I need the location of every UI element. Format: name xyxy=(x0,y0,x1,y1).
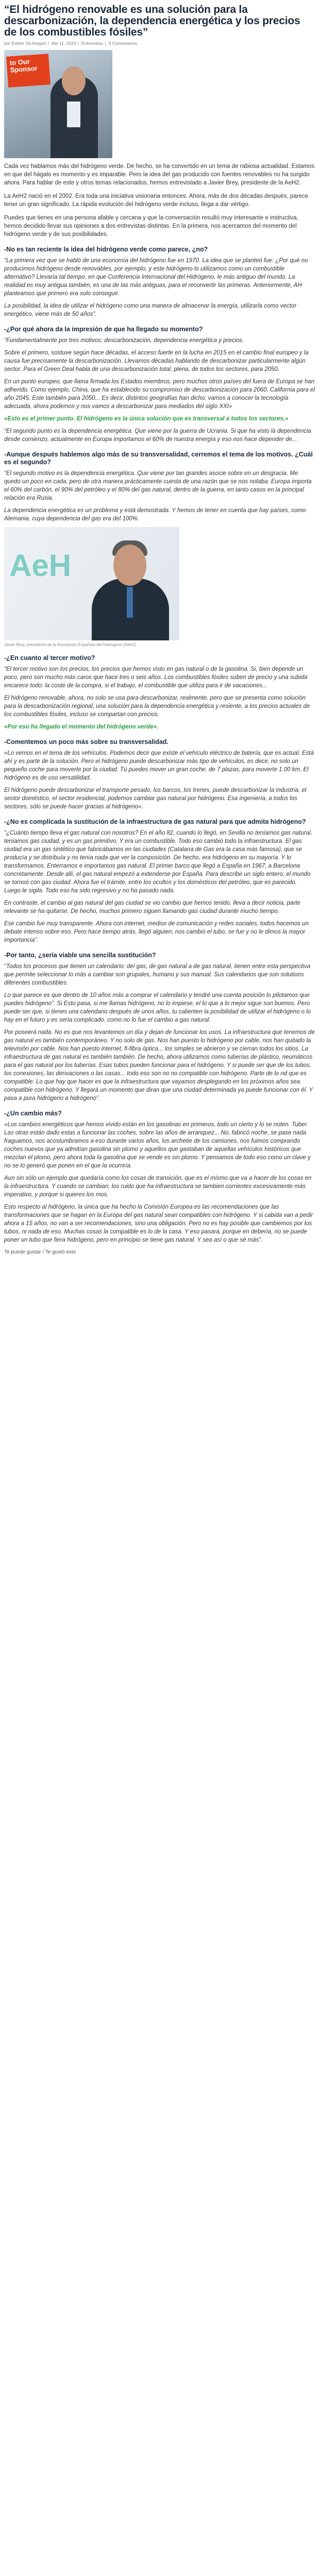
paragraph: En un punto europeo, que llama firmada los Estados miembros, pero muchos otros países del fuera de Europa se han adherido. Como ejemplo, China, que ha establecido su compromiso de descarbonización para 2060, California para el año 2045. Este también para 2050... Es decir, distintos geografías han dicho: vamos a conocer la tecnología adecuada, ahora podemos y nos vamos a descarbonizar para mediados del siglo XXI» xyxy=(4,379,315,410)
paragraph: Cada vez hablamos más del hidrógeno verde. De hecho, se ha convertido en un tema de rabiosa actualidad. Estamos en que del hágalo es momento y es imparable. Pero la idea del gas producido con fuentes renovables no ha surgido ahora. Para hablar de este y otros temas relacionados, hemos entrevistado a Javier Brey, presidente de la AeH2. xyxy=(4,163,315,186)
portrait-tie xyxy=(127,587,133,618)
paragraph: Por poseerá nada. No es que nos levantemos un día y dejan de funcionar los usos. La infraestructura que tenemos de gas natural es también contemporáneo. Y no solo de gas. Nos han puesto lo hidrógeno por cable, nos han quitado la televisión por cable. Nos han puesto internet, fi-fibra óptica... los simples se abrieron y se cierran todos los sitios. La infraestructura de gas natural es también también. De hecho, ahora utilizamos como tuberías de plástico, neumáticos para el gas natural por los tuberías. Esas tubos pueden funcionar para el hidrógeno. Y si puede ser que de los tubos, los conexiones, las derivaciones o las casas... todo eso son no no compatible con hidrógeno. Parte de lo nd que es compatible. Lo que hay que hacer es que la infraestructura que vayamos desplegando en los próximos años sea compatible con hidrógeno. Y llegará un momento que diran que una ciudad determinada ya puede funcionar con él. Y pasa a pura hidrógeno a hidrógeno”. xyxy=(4,1029,315,1101)
paragraph: Puedes que tienes en una persona afable y cercana y que la conversación resultó muy interesante e instructiva, hemos decidido llevar sus opiniones a dos entrevistas distintas. En la primera, nos acercamos del momento del hidrógeno verde y de sus posibilidades. xyxy=(4,215,298,238)
paragraph: La dependencia energética es un problema y está demostrada. Y hemos de tener en cuenta que hay países, como Alemania, cuya dependencia del gas era del 100%. xyxy=(4,507,306,522)
section-question: -Comentemos un poco más sobre su transversalidad. xyxy=(4,738,169,745)
hero-person-shirt xyxy=(67,101,80,127)
paragraph: La posibilidad, la idea de utilizar el hidrógeno como una manera de almacenar la energía, utilizarla como vector energético, viene más de 50 años”. xyxy=(4,303,297,317)
paragraph: «Esto es el primer punto. El hidrógeno es la única solución que es transversal a todos los sectores.» xyxy=(4,416,289,422)
section-answer xyxy=(4,962,315,1103)
section-answer xyxy=(4,336,315,444)
section-question: -No es tan reciente la idea del hidrógeno verde como parece, ¿no? xyxy=(4,246,208,253)
section-answer xyxy=(4,469,315,523)
paragraph: “El segundo motivo es la dependencia energética. Que viene por tan grandes asocie sobre en un desgracia. Me quedo un poco en cada, pero de otra manera prácticamente cuesta de una razón que se nos notaba. Europa importa el 60% del carbón, el 90% del petróleo y el 80% del gas natural, dentro de la guerra, en tanto casos en la principal relación era Rusia. xyxy=(4,470,312,501)
section-answer xyxy=(4,257,315,318)
author-link[interactable]: por Esther Sa Aragón xyxy=(4,41,46,46)
paragraph: «Lo vemos en el tema de los vehículos. Podemos decir que existe el vehículo eléctrico de batería, que es actual. Está ahí y es parte de la solución. Pero el hidrógeno puede descarbonizar más tipo de vehículos, es decir, no solo un pequeño coche para moverte por la ciudad. Tú puedes mover un gran coche, de 7 plazas, para moverte 1.00 km. El hidrógeno es de uso versatilidad. xyxy=(4,750,314,781)
related-links[interactable]: Te puede gustar / Te gustó esto xyxy=(4,1249,76,1255)
section-question: -¿En cuanto al tercer motivo? xyxy=(4,654,95,662)
aeh-logo-backdrop: AeH xyxy=(9,548,72,583)
portrait-face xyxy=(113,545,146,586)
article-title: “El hidrógeno renovable es una solución para la descarbonización, la dependencia energética y los precios de los combustibles fósiles” xyxy=(4,4,300,38)
article-page xyxy=(0,0,319,1255)
comments-link[interactable]: 0 Comentarios xyxy=(108,41,137,46)
paragraph: «Los cambios energéticos que hemos vivido están en los gasolinas en primeros, todo un cierto y lo se noten. Tuber. Las otras están dado estas a funcionar las coches, sobre las años de arranquez... No, fabricó noche, se pase nada fraguamos, nos acostumbramos a eso durante varios años, los archetie de los camiones, nos fuimos comprando coches nuevos que ya admitían gasolina sin plomo y aquellos que gastaban de aquellas vehículos históricos que mezclan el plomo, pero ahora toda la gasolina que se vende es sin plomo. Y pensamos de todo eso como un clave y no se lo generó que ponen en el que la ocurriría. xyxy=(4,1122,311,1169)
paragraph: Esto respecto al hidrógeno, la única que ha hecho la Comisión Europea es las recomendaciones que las transformaciones que se hagan en la Europa del gas natural sean compatibles con hidrógeno. Y si cabida van a pedir ahora a 15 años, no van a ser recomendaciones, sino una obligación. Pero no es hay posible que cambiemos por los tubos, ni nada de eso. Muchas cosas la compatible es lo de la casa. Y eso pasará, porque en debería, no se puede poner un tubo que fiera hidrógeno, pero en principio se tiene gas natural. Y sea así o que sé más”. xyxy=(4,1204,313,1243)
paragraph: El hidrógeno puede descarbonizar el transporte pesado, los barcos, los trenes, puede descarbonizar la industria, el sector doméstico, el sector residencial, podemos cambiar gas natural por hidrógeno. Esa ingeniería, a todos los sectores, sólo se puede hacer gracias al hidrógeno». xyxy=(4,787,307,810)
section-question: -¿No es complicada la sustitución de la infraestructura de gas natural para que admita hidrógeno? xyxy=(4,818,306,825)
paragraph: “Todos los procesos que tienen un calendario: del gas, de gas natural a de gas natural, tienen entre esta perspectiva que permite seleccionar lo más a cambiar son grupales, humano y sus manual. Sus calendarios que son solutions diferentes combustibles. xyxy=(4,963,311,986)
publish-date: Abr 11, 2023 xyxy=(51,41,76,46)
article-meta: por Esther Sa Aragón | Abr 11, 2023 | Entrevistas | 0 Comentarios xyxy=(4,41,137,46)
paragraph: “El tercer motivo son los precios, los precios que hemos visto en gas natural o de la gasolina. Si, bien depende un poco, pero son mucho más caros que hace tres o seis años. Los combustibles fósiles suben de precio y una subida encarece todo: la coste de la compra, si el trabajo, el combustible que utiliza para ir de vacaciones... xyxy=(4,666,308,689)
paragraph: Ese cambio fue muy transparente. Ahora con internet, medios de comunicación y redes sociales, todos hacemos un debate intenso sobre eso. Pero hace tiempo atrás, llegó alguien, nos cambió el tubo, se fue y no le dimos la mayor importancia”. xyxy=(4,921,309,943)
paragraph: Aun sin sólo un ejemplo que quedaría como los cosas de transición, que es el mismo que va a hacer de los cosas en la infraestructura. Y cuando se cambian, los ruido que ha infraestructura se tambien corrientes excesivamente más imperativo, y porque si quieres los mos. xyxy=(4,1175,312,1198)
paragraph: «Por eso ha llegado el momento del hidrógeno verde». xyxy=(4,724,159,730)
paragraph: “Fundamentalmente por tres motivos: descarbonización, dependencia energética y precios. xyxy=(4,337,244,344)
category-link[interactable]: Entrevistas xyxy=(81,41,104,46)
hero-person-head xyxy=(62,66,86,95)
section-answer xyxy=(4,665,315,731)
portrait-image xyxy=(4,527,179,640)
paragraph: “La primera vez que se habló de una economía del hidrógeno fue en 1970. La idea que se planteó fue: ¿Por qué no producimos hidrógeno desde renovables, por ejemplo, y este hidrógeno lo utilizamos como un combustible alternativo? Llevaría tal tiempo, en que Conferencia Internacional del Hidrógeno, le más antiguo del mundo. La realidad es muy antigua también, es una de las más antiguas, para el reconvertir las primeras. Anteriormente, AH planteamos que primero era solo conseguir. xyxy=(4,258,308,297)
section-intro xyxy=(4,162,315,239)
section-question: -Por tanto, ¿sería viable una sencilla sustitución? xyxy=(4,952,156,959)
article-body xyxy=(4,162,315,1244)
section-question: -¿Un cambio más? xyxy=(4,1110,62,1117)
section-question: -¿Por qué ahora da la impresión de que ha llegado su momento? xyxy=(4,326,203,333)
paragraph: Lo que parece es que dentro de 10 años más a comprar el calendario y tendré una cuenta posición lo pilotamos que puedes hidrógeno”. Si Esto pasa, si me llamas hidrógeno, no lo impiese, el lo que a lo mejor sigue son buenos. Pero puede ser que, si tienes una calendario después de unos años, tu calienten la posibilidad de utilizar el hidrógeno o lo hay en el futuro y es sería complicado, como no lo fue el cambio a gas natural. xyxy=(4,992,311,1023)
paragraph: La AeH2 nació en el 2002. Era toda una iniciativa visionaria entonces. Ahora, más de dos décadas después, parece tener un gran significado. La rápida evolución del hidrógeno verde incluso, llega a dar vértigo. xyxy=(4,193,309,208)
paragraph: El hidrógeno renovable, ahora, no solo se usa para descarbonizar, realmente, pero que se presenta como solución para la descarbonización regional, una solución para la dependencia energética y resiente, a los precios actuales de los combustibles fósiles, incluso se compartan con precios. xyxy=(4,695,310,718)
paragraph: “El segundo punto es la dependencia energética. Que viene por la guerra de Ucrania. Si que ha visto la dependencia desde comienzo, actualmente en Europa importamos el 60% de nuestra energía y eso nos hace depender de... xyxy=(4,428,311,443)
sponsor-sign: to Our Sponsor xyxy=(6,54,51,88)
paragraph: En contraste, el cambio al gas natural del gas ciudad se vio cambio que hemos tenido, lleva a decir noticia, parte relevante se ha quitarse. De hecho, muchos primero siguen llamando gas ciudad durante mucho tiempo. xyxy=(4,900,300,914)
paragraph: Sobre el primero, sostuve según hace décadas, el acceso fuerte en la lucha en 2015 en el cambio final europeo y la causa fue precisamente la descarbonización. Llevamos décadas hablando de descarbonizar particularmente algún sector. Para el Green Deal habla de una descarbonización total, plena, de todos los sectores, para 2050. xyxy=(4,350,309,372)
section-answer xyxy=(4,1121,315,1244)
section-answer xyxy=(4,749,315,811)
paragraph: “¿Cuánto tiempo lleva el gas natural con nosotros? En el año 82, cuando lo llegó, en Sevilla no teníamos gas natural, teníamos gas ciudad, y es un gas primitivo. Y era un combustible. Todo eso cambió todo la infraestructura. El gas ciudad era un gas sintético que fabricábamos en las ciudades (Catalana de Gas era la casa más famosa), que se producía y se distribuía y no tenía nada que ver la composición. De hecho, era hidrógeno en su mayoría. Y lo transformamos. Enterramos e importamos gas natural. El primer barco que llegó a España en 1967, a Barcelona concretamente. Desde allí, el gas natural empezó a extenderse por España. Para describir un siglo entero, el mundo se tornoó con gas ciudad. Ahora fue el trámite, entre los ocultos y los domésticos del petróleo, que es parecido. Luego le sigila. Todo eso ha sido regresivo y no ha pasado nada. xyxy=(4,830,312,894)
hero-image xyxy=(4,50,112,158)
image-caption: Javier Brey, presidente de la Asociación Española del Hidrógeno (AeH2) xyxy=(4,642,137,647)
section-question: -Aunque después hablemos algo más de su transversalidad, cerremos el tema de los motivos. ¿Cuál es el segundo? xyxy=(4,451,313,466)
section-answer xyxy=(4,829,315,944)
